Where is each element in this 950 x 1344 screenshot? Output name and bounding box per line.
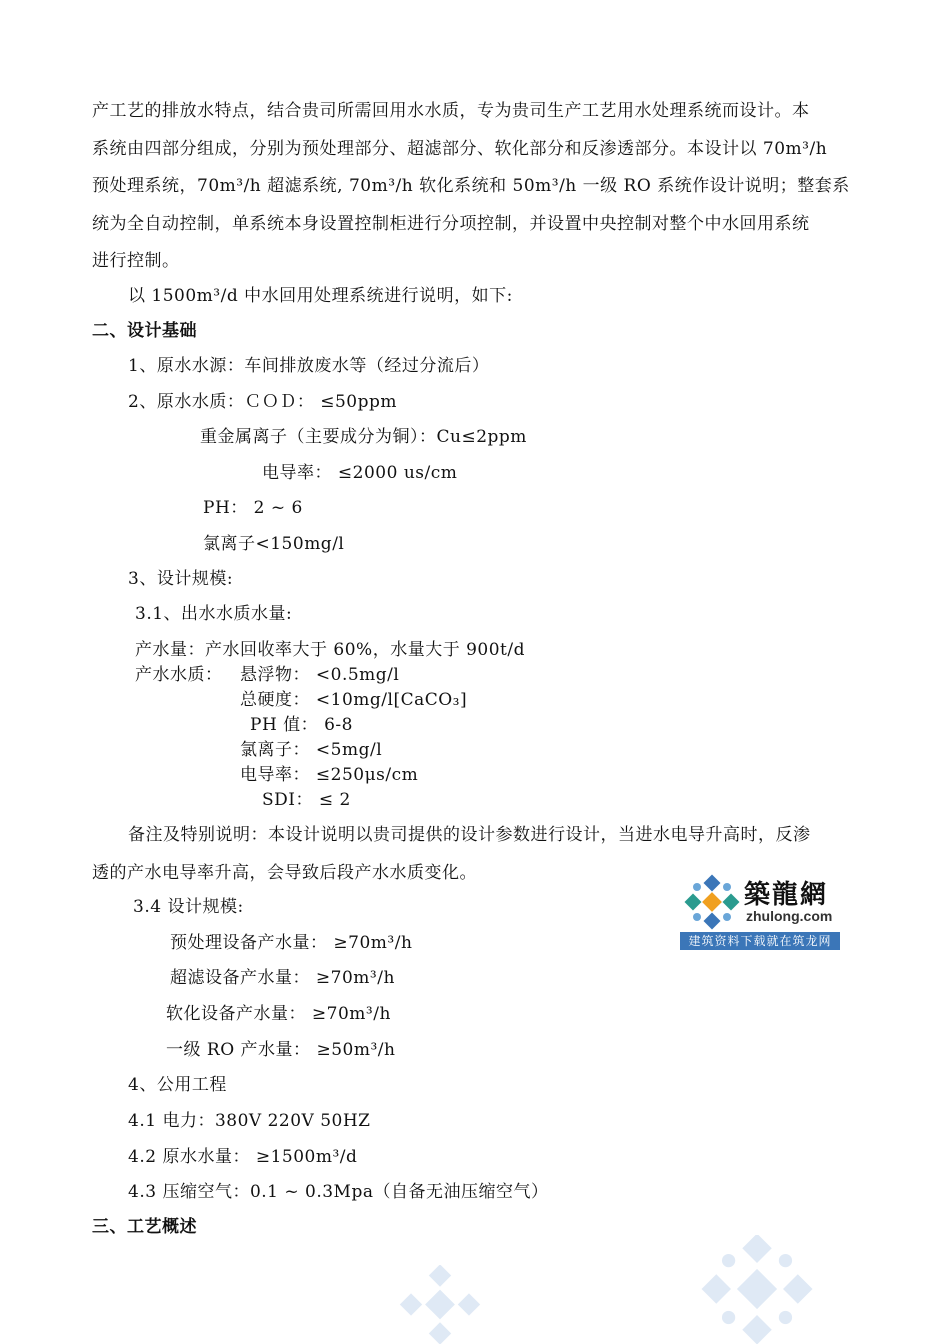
output-conductivity: 电导率： ≤250μs/cm bbox=[240, 765, 419, 785]
snowflake-logo-icon bbox=[682, 872, 742, 932]
logo-slogan: 建筑资料下载就在筑龙网 bbox=[680, 932, 840, 950]
total-hardness: 总硬度： <10mg/l[CaCO₃] bbox=[240, 690, 468, 710]
section-heading-process: 三、工艺概述 bbox=[92, 1217, 197, 1237]
intro-line-3: 预处理系统，70m³/h 超滤系统, 70m³/h 软化系统和 50m³/h 一级 RO 系统作设计说明；整套系 bbox=[92, 176, 850, 196]
raw-chloride: 氯离子<150mg/l bbox=[203, 534, 345, 554]
output-ph: PH 值： 6-8 bbox=[250, 715, 353, 735]
watermark-snowflake-large-icon bbox=[700, 1235, 815, 1344]
output-quality-label: 产水水质： bbox=[135, 665, 223, 685]
watermark-snowflake-icon bbox=[395, 1265, 485, 1344]
output-heading: 3.1、出水水质水量: bbox=[135, 604, 293, 624]
intro-line-5: 进行控制。 bbox=[92, 251, 180, 271]
note-line-1: 备注及特别说明：本设计说明以贵司提供的设计参数进行设计，当进水电导升高时，反渗 bbox=[128, 825, 811, 845]
softening-capacity: 软化设备产水量： ≥70m³/h bbox=[166, 1004, 391, 1024]
design-scale-34: 3.4 设计规模: bbox=[133, 897, 244, 917]
output-chloride: 氯离子： <5mg/l bbox=[240, 740, 383, 760]
raw-conductivity: 电导率： ≤2000 us/cm bbox=[262, 463, 458, 483]
raw-water-source: 1、原水水源：车间排放废水等（经过分流后） bbox=[128, 356, 490, 376]
intro-line-2: 系统由四部分组成，分别为预处理部分、超滤部分、软化部分和反渗透部分。本设计以 70m³/h bbox=[92, 139, 828, 159]
intro-line-4: 统为全自动控制，单系统本身设置控制柜进行分项控制，并设置中央控制对整个中水回用系统 bbox=[92, 214, 810, 234]
logo-chinese-name: 築龍網 bbox=[744, 880, 829, 910]
raw-water-quality: 2、原水水质：ＣＯＤ： ≤50ppm bbox=[128, 392, 397, 412]
design-scale-heading: 3、设计规模: bbox=[128, 569, 234, 589]
pretreatment-capacity: 预处理设备产水量： ≥70m³/h bbox=[170, 933, 413, 953]
output-quantity: 产水量：产水回收率大于 60%，水量大于 900t/d bbox=[135, 640, 525, 660]
suspended-solids: 悬浮物： <0.5mg/l bbox=[240, 665, 400, 685]
ultrafiltration-capacity: 超滤设备产水量： ≥70m³/h bbox=[170, 968, 395, 988]
utilities-heading: 4、公用工程 bbox=[128, 1075, 227, 1095]
utility-raw-water: 4.2 原水水量： ≥1500m³/d bbox=[128, 1147, 358, 1167]
utility-compressed-air: 4.3 压缩空气：0.1 ~ 0.3Mpa（自备无油压缩空气） bbox=[128, 1182, 549, 1202]
intro-line-1: 产工艺的排放水特点，结合贵司所需回用水水质，专为贵司生产工艺用水处理系统而设计。本 bbox=[92, 101, 810, 121]
heavy-metal-ions: 重金属离子（主要成分为铜）：Cu≤2ppm bbox=[200, 427, 527, 447]
output-sdi: SDI： ≤ 2 bbox=[262, 790, 351, 810]
section-heading-design-basis: 二、设计基础 bbox=[92, 321, 197, 341]
zhulong-logo bbox=[680, 870, 840, 950]
logo-domain: zhulong.com bbox=[746, 908, 833, 924]
raw-ph: PH： 2 ~ 6 bbox=[203, 498, 303, 518]
logo-top bbox=[680, 870, 840, 932]
utility-power: 4.1 电力：380V 220V 50HZ bbox=[128, 1111, 371, 1131]
note-line-2: 透的产水电导率升高，会导致后段产水水质变化。 bbox=[92, 863, 477, 883]
intro-line-6: 以 1500m³/d 中水回用处理系统进行说明，如下: bbox=[128, 286, 513, 306]
ro-capacity: 一级 RO 产水量： ≥50m³/h bbox=[166, 1040, 396, 1060]
